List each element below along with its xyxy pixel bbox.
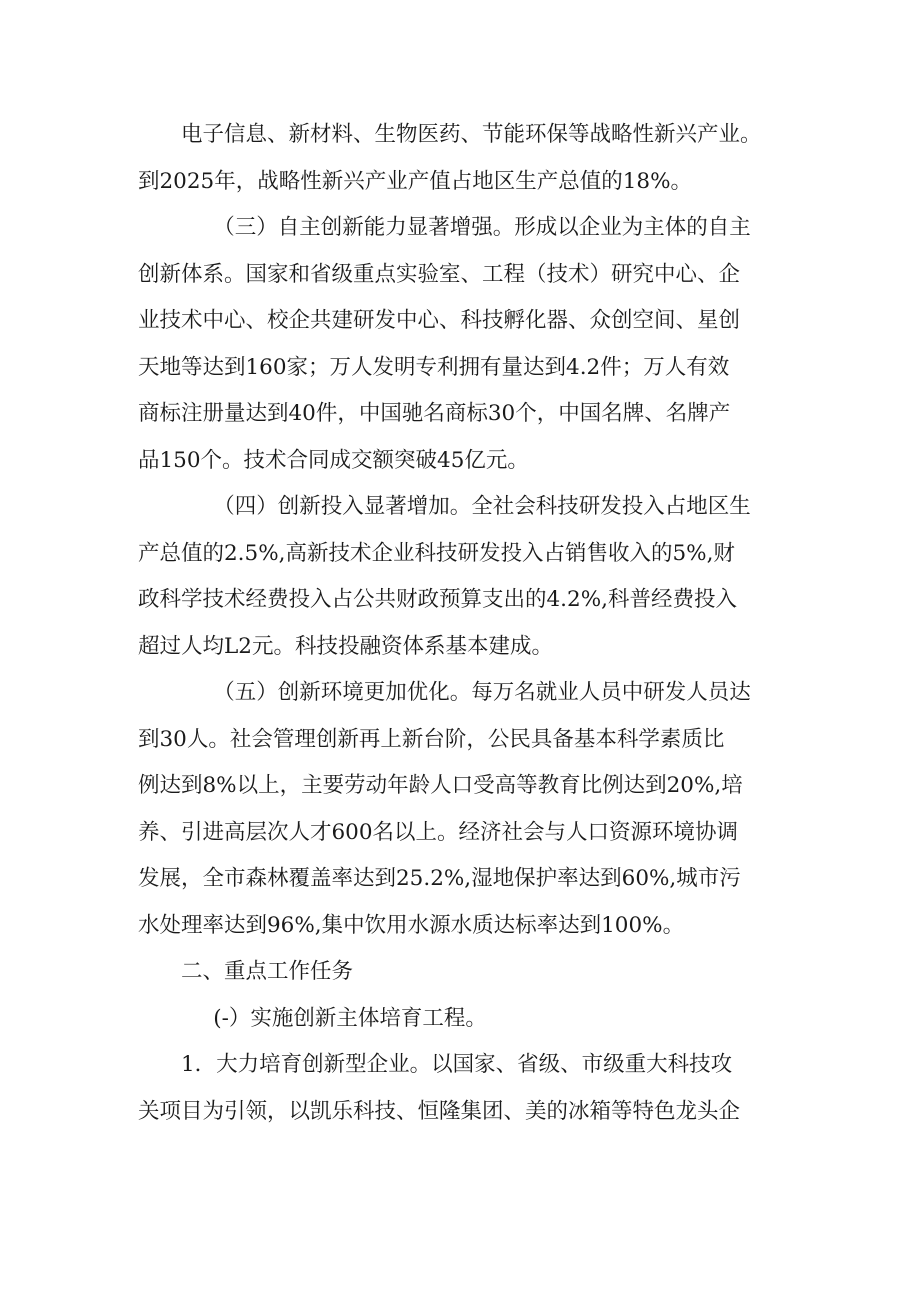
text-line: 二、重点工作任务 — [181, 959, 354, 984]
paragraph-innovation-capacity — [138, 205, 798, 484]
text-line: （三）自主创新能力显著增强。形成以企业为主体的自主 — [213, 215, 751, 240]
text-line: 电子信息、新材料、生物医药、节能环保等战略性新兴产业。 — [181, 122, 762, 147]
text-line: （四）创新投入显著增加。全社会科技研发投入占地区生 — [213, 494, 751, 519]
paragraph-innovation-environment — [138, 670, 798, 949]
text-line: (-）实施创新主体培育工程。 — [213, 1005, 487, 1031]
paragraph-innovation-investment — [138, 484, 798, 670]
paragraph-strategic-industries — [138, 112, 798, 205]
text-line: 政科学技术经费投入占公共财政预算支出的4.2%,科普经费投入 — [138, 587, 737, 612]
text-line: 超过人均L2元。科技投融资体系基本建成。 — [138, 633, 553, 659]
text-line: 关项目为引领，以凯乐科技、恒隆集团、美的冰箱等特色龙头企 — [138, 1098, 741, 1124]
text-line: 例达到8%以上，主要劳动年龄人口受高等教育比例达到20%,培 — [138, 773, 743, 798]
subsection-heading-innovation-subjects — [138, 996, 798, 1043]
text-line: 业技术中心、校企共建研发中心、科技孵化器、众创空间、星创 — [138, 308, 741, 333]
text-line: 天地等达到160家；万人发明专利拥有量达到4.2件；万人有效 — [138, 354, 730, 380]
paragraph-innovative-enterprises — [138, 1042, 798, 1135]
section-heading-key-tasks — [138, 949, 798, 996]
text-line: 到2025年，战略性新兴产业产值占地区生产总值的18%。 — [138, 168, 693, 194]
text-line: 养、引进高层次人才600名以上。经济社会与人口资源环境协调 — [138, 819, 739, 845]
text-line: 创新体系。国家和省级重点实验室、工程（技术）研究中心、企 — [138, 261, 741, 287]
text-line: 商标注册量达到40件，中国驰名商标30个，中国名牌、名牌产 — [138, 401, 731, 426]
text-line: 1．大力培育创新型企业。以国家、省级、市级重大科技攻 — [181, 1052, 733, 1077]
text-line: （五）创新环境更加优化。每万名就业人员中研发人员达 — [213, 680, 751, 705]
text-line: 水处理率达到96%,集中饮用水源水质达标率达到100%。 — [138, 912, 685, 938]
text-line: 发展，全市森林覆盖率达到25.2%,湿地保护率达到60%,城市污 — [138, 866, 741, 891]
text-line: 到30人。社会管理创新再上新台阶，公民具备基本科学素质比 — [138, 726, 725, 752]
text-line: 产总值的2.5%,高新技术企业科技研发投入占销售收入的5%,财 — [138, 540, 735, 566]
text-line: 品150个。技术合同成交额突破45亿元。 — [138, 447, 529, 473]
document-body — [138, 112, 798, 1135]
